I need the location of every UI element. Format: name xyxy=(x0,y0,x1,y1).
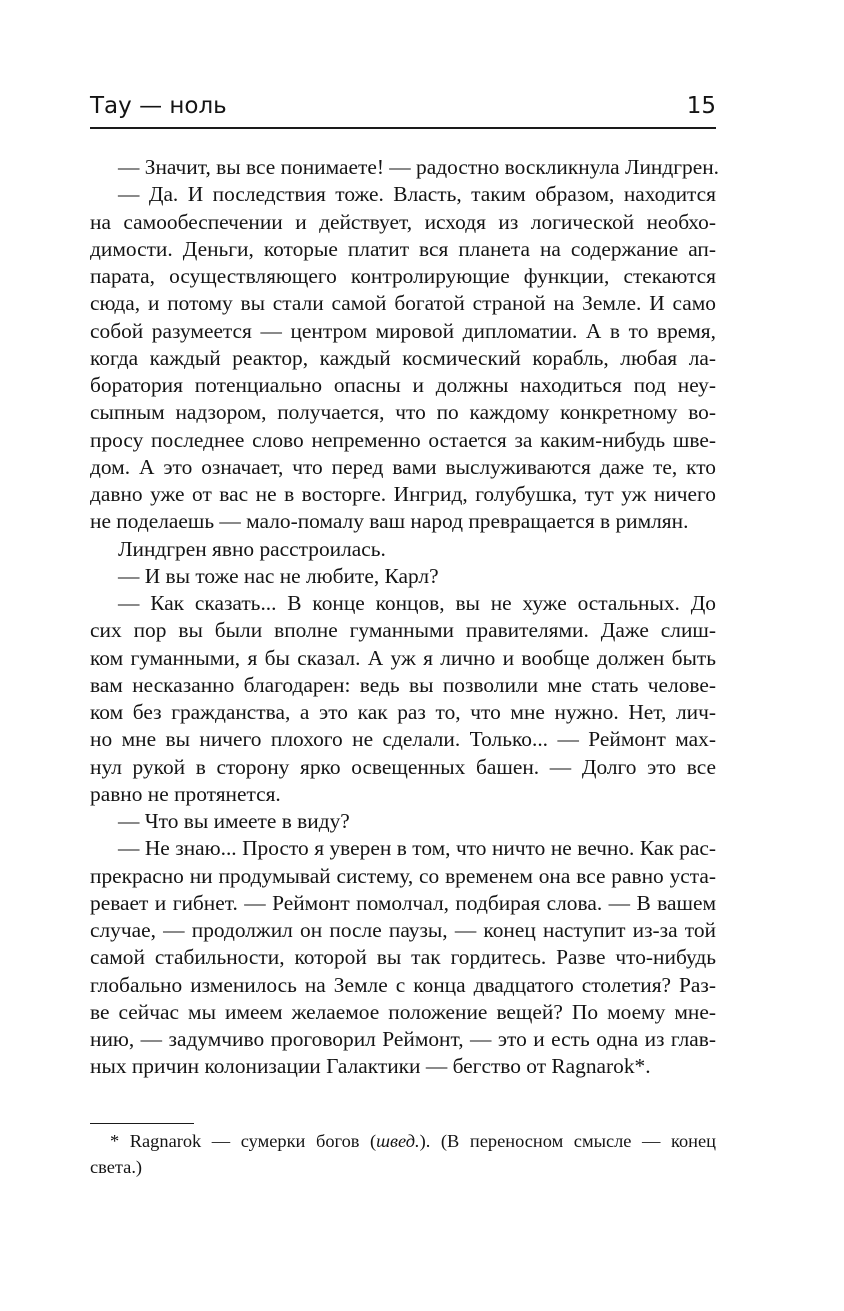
text-line: ревает и гибнет. — Реймонт помолчал, подбирая слова. — В вашем xyxy=(90,890,716,915)
text-line: — Как сказать... В конце концов, вы не хуже остальных. До xyxy=(118,591,716,615)
text-line: на самообеспечении и действует, исходя из логической необхо- xyxy=(90,209,716,234)
footnote xyxy=(90,1128,716,1180)
footnote-line: света.) xyxy=(90,1157,143,1177)
text-line: случае, — продолжил он после паузы, — конец наступит из-за той xyxy=(90,918,716,942)
text-line: — Что вы имеете в виду? xyxy=(118,809,350,833)
text-line: собой разумеется — центром мировой дипломатии. А в то время, xyxy=(90,318,716,343)
footnote-line xyxy=(90,1128,716,1154)
text-line: ве сейчас мы имеем желаемое положение вещей? По моему мне- xyxy=(90,999,716,1024)
text-line: не поделаешь — мало-помалу ваш народ превращается в римлян. xyxy=(90,509,689,534)
text-line: глобально изменилось на Земле с конца двадцатого столетия? Раз- xyxy=(90,972,716,997)
text-line: самой стабильности, которой вы так гордитесь. Разве что-нибудь xyxy=(90,945,716,970)
running-head xyxy=(90,91,716,129)
page-number: 15 xyxy=(686,93,716,119)
text-line: ком гуманными, я бы сказал. А уж я лично и вообще должен быть xyxy=(90,645,716,670)
text-line: — Не знаю... Просто я уверен в том, что ничто не вечно. Как рас- xyxy=(118,836,716,861)
text-line: димости. Деньги, которые платит вся планета на содержание ап- xyxy=(90,236,716,261)
footnote-abbreviation: швед. xyxy=(376,1131,420,1151)
text-line: боратория потенциально опасны и должны находиться под неу- xyxy=(90,373,716,397)
footnote-text: ). (В переносном смысле — конец xyxy=(419,1131,716,1151)
text-line: — Да. И последствия тоже. Власть, таким образом, находится xyxy=(118,182,716,207)
text-line: ных причин колонизации Галактики — бегство от Ragnarok*. xyxy=(90,1054,651,1079)
text-line: но мне вы ничего плохого не сделали. Только... — Реймонт мах- xyxy=(90,727,716,752)
text-line: просу последнее слово непременно остается за каким-нибудь шве- xyxy=(90,427,716,452)
text-line: парата, осуществляющего контролирующие функции, стекаются xyxy=(90,264,716,288)
text-line: сих пор вы были вполне гуманными правителями. Даже слиш- xyxy=(90,618,716,643)
text-line: прекрасно ни продумывай систему, со временем она все равно уста- xyxy=(90,863,716,888)
text-line: дом. А это означает, что перед вами выслуживаются даже те, кто xyxy=(90,454,716,479)
text-line: — Значит, вы все понимаете! — радостно воскликнула Линдгрен. xyxy=(118,155,720,179)
text-line: — И вы тоже нас не любите, Карл? xyxy=(118,563,439,588)
text-line: когда каждый реактор, каждый космический корабль, любая ла- xyxy=(90,345,716,370)
text-line: равно не протянется. xyxy=(90,781,281,806)
text-line: нул рукой в сторону ярко освещенных башен. — Долго это все xyxy=(90,754,716,779)
text-line: сюда, и потому вы стали самой богатой страной на Земле. И само xyxy=(90,291,716,316)
running-title: Тау — ноль xyxy=(90,93,227,119)
text-line: сыпным надзором, получается, что по каждому конкретному во- xyxy=(90,400,716,425)
text-line: давно уже от вас не в восторге. Ингрид, голубушка, тут уж ничего xyxy=(90,482,716,506)
text-line: Линдгрен явно расстроилась. xyxy=(118,536,386,561)
footnote-text: * Ragnarok — сумерки богов ( xyxy=(110,1131,377,1151)
body-text xyxy=(90,154,720,1081)
text-line: нию, — задумчиво проговорил Реймонт, — это и есть одна из глав- xyxy=(90,1027,716,1051)
text-line: вам несказанно благодарен: ведь вы позволили мне стать челове- xyxy=(90,672,716,697)
footnote-rule xyxy=(90,1123,194,1124)
text-line: ком без гражданства, а это как раз то, что мне нужно. Нет, лич- xyxy=(90,700,716,724)
